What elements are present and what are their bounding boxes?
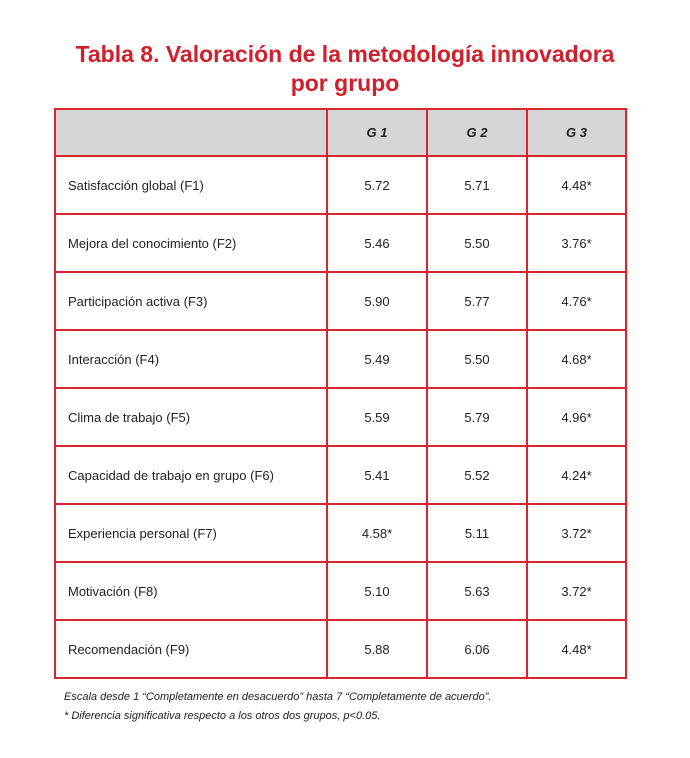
table-row: [55, 388, 626, 446]
cell-g1: 5.72: [327, 156, 427, 214]
cell-g2: 5.11: [427, 504, 527, 562]
table-row: [55, 272, 626, 330]
row-label: Motivación (F8): [55, 562, 327, 620]
cell-g2: 6.06: [427, 620, 527, 678]
cell-g3: 4.48*: [527, 620, 626, 678]
cell-g1: 5.88: [327, 620, 427, 678]
row-label: Interacción (F4): [55, 330, 327, 388]
cell-g2: 5.50: [427, 330, 527, 388]
table-title-line-1: Tabla 8. Valoración de la metodología innovadora: [75, 41, 615, 67]
table-row: [55, 504, 626, 562]
cell-g1: 5.49: [327, 330, 427, 388]
table-row: [55, 156, 626, 214]
table-row: [55, 620, 626, 678]
scale-note: Escala desde 1 “Completamente en desacuerdo” hasta 7 “Completamente de acuerdo”.: [64, 691, 492, 703]
cell-g2: 5.79: [427, 388, 527, 446]
table-row: [55, 562, 626, 620]
row-label: Recomendación (F9): [55, 620, 327, 678]
cell-g1: 5.10: [327, 562, 427, 620]
cell-g3: 4.76*: [527, 272, 626, 330]
cell-g3: 4.68*: [527, 330, 626, 388]
cell-g3: 4.48*: [527, 156, 626, 214]
cell-g1: 5.59: [327, 388, 427, 446]
table-notes: [64, 688, 491, 726]
cell-g2: 5.63: [427, 562, 527, 620]
cell-g1: 4.58*: [327, 504, 427, 562]
cell-g1: 5.41: [327, 446, 427, 504]
cell-g3: 3.76*: [527, 214, 626, 272]
cell-g3: 4.96*: [527, 388, 626, 446]
table-row: [55, 214, 626, 272]
header-corner-cell: [55, 109, 327, 156]
table-header-row: [55, 109, 626, 156]
table-title-line-2: por grupo: [290, 70, 400, 96]
cell-g2: 5.52: [427, 446, 527, 504]
cell-g3: 3.72*: [527, 504, 626, 562]
results-table: [54, 108, 627, 679]
cell-g2: 5.77: [427, 272, 527, 330]
table-row: [55, 330, 626, 388]
table-title: [0, 40, 690, 98]
cell-g2: 5.50: [427, 214, 527, 272]
table-row: [55, 446, 626, 504]
cell-g3: 4.24*: [527, 446, 626, 504]
row-label: Clima de trabajo (F5): [55, 388, 327, 446]
row-label: Experiencia personal (F7): [55, 504, 327, 562]
row-label: Satisfacción global (F1): [55, 156, 327, 214]
cell-g3: 3.72*: [527, 562, 626, 620]
header-g1: G 1: [327, 109, 427, 156]
significance-note: * Diferencia significativa respecto a los otros dos grupos, p<0.05.: [64, 710, 381, 722]
cell-g1: 5.90: [327, 272, 427, 330]
row-label: Participación activa (F3): [55, 272, 327, 330]
row-label: Capacidad de trabajo en grupo (F6): [55, 446, 327, 504]
row-label: Mejora del conocimiento (F2): [55, 214, 327, 272]
cell-g2: 5.71: [427, 156, 527, 214]
header-g2: G 2: [427, 109, 527, 156]
header-g3: G 3: [527, 109, 626, 156]
cell-g1: 5.46: [327, 214, 427, 272]
